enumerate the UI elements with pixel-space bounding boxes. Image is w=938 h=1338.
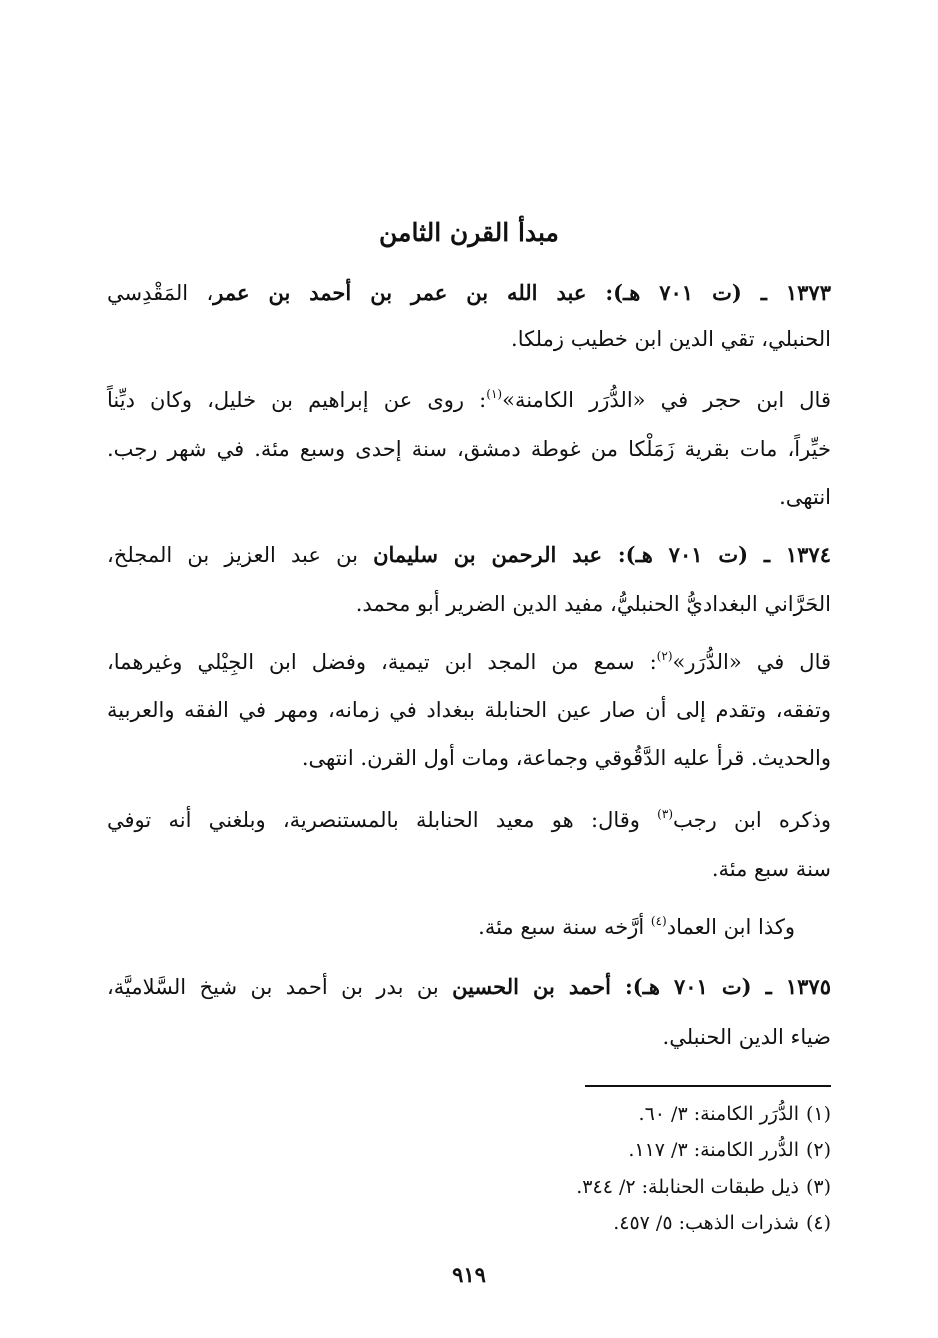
entry-1374-line-1 [107, 539, 831, 571]
entry-1375-number: ١٣٧٥ ـ (ت ٧٠١ هـ): [610, 974, 831, 999]
para-1374b-line-2: سنة سبع مئة. [711, 857, 831, 881]
entry-1373-number: ١٣٧٣ ـ (ت ٧٠١ هـ): [586, 280, 831, 305]
entry-1375-line-1 [107, 971, 831, 1003]
footnote-1-text: الدُّرَر الكامنة: ٣/ ٦٠. [638, 1103, 799, 1125]
para-1374c-line-1 [71, 911, 795, 943]
footnote-1-number: (١) [805, 1103, 831, 1125]
footnote-ref-4: (٤) [650, 914, 667, 928]
footnote-3-text: ذيل طبقات الحنابلة: ٢/ ٣٤٤. [576, 1176, 799, 1198]
entry-1375-name: أحمد بن الحسين [452, 974, 611, 999]
footnote-ref-1: (١) [486, 387, 503, 401]
para-1374a-line-1 [107, 646, 831, 678]
entry-1373-rest: ، المَقْدِسي [107, 281, 214, 305]
entry-1373-line-1 [107, 277, 831, 309]
footnote-divider [585, 1085, 831, 1087]
entry-1374-rest: بن عبد العزيز بن المجلخ، [107, 543, 374, 567]
footnote-2-text: الدُّرر الكامنة: ٣/ ١١٧. [628, 1139, 799, 1161]
para-1373-text-a: قال ابن حجر في «الدُّرَر الكامنة» [502, 388, 831, 412]
footnote-2-number: (٢) [805, 1139, 831, 1161]
entry-1374-line-2: الحَرَّاني البغداديُّ الحنبليُّ، مفيد الدين الضرير أبو محمد. [355, 592, 831, 616]
entry-1373-name: عبد الله بن عمر بن أحمد بن عمر [213, 280, 587, 305]
footnote-4-text: شذرات الذهب: ٥/ ٤٥٧. [613, 1212, 799, 1234]
footnote-3 [107, 1173, 831, 1201]
para-1374a-text-b: : سمع من المجد ابن تيمية، وفضل ابن الجِيْلي وغيرهما، [107, 650, 657, 674]
section-heading: مبدأ القرن الثامن [379, 218, 559, 247]
footnote-2 [107, 1136, 831, 1164]
para-1374a-line-2: وتفقه، وتقدم إلى أن صار عين الحنابلة ببغداد في زمانه، ومهر في الفقه والعربية [107, 698, 831, 722]
footnote-1 [107, 1100, 831, 1128]
footnote-ref-3: (٣) [657, 807, 673, 821]
footnote-ref-2: (٢) [656, 649, 673, 663]
entry-1375-rest: بن بدر بن أحمد بن شيخ السَّلاميَّة، [107, 975, 453, 999]
para-1374a-line-3: والحديث. قرأ عليه الدَّقُوقي وجماعة، ومات أول القرن. انتهى. [301, 746, 831, 770]
para-1374c-text-b: أرَّخه سنة سبع مئة. [478, 915, 651, 939]
para-1373-line-3: انتهى. [779, 485, 831, 509]
footnote-4 [107, 1209, 831, 1237]
para-1374b-text-b: وقال: هو معيد الحنابلة بالمستنصرية، وبلغني أنه توفي [107, 808, 658, 832]
entry-1373-line-2: الحنبلي، تقي الدين ابن خطيب زملكا. [511, 327, 831, 351]
entry-1374-name: عبد الرحمن بن سليمان [373, 542, 603, 567]
para-1374b-text-a: وذكره ابن رجب [673, 808, 832, 832]
page-number: ٩١٩ [452, 1262, 486, 1287]
para-1374b-line-1 [107, 804, 831, 836]
entry-1374-number: ١٣٧٤ ـ (ت ٧٠١ هـ): [602, 542, 831, 567]
para-1374a-text-a: قال في «الدُّرَر» [672, 650, 832, 674]
footnote-3-number: (٣) [805, 1176, 831, 1198]
para-1374c-text-a: وكذا ابن العماد [666, 915, 795, 939]
para-1373-text-b: : روى عن إبراهيم بن خليل، وكان ديِّناً [107, 388, 487, 412]
para-1373-line-2: خيِّراً، مات بقرية زَمَلْكا من غوطة دمشق، سنة إحدى وسبع مئة. في شهر رجب. [107, 437, 831, 461]
footnote-4-number: (٤) [805, 1212, 831, 1234]
entry-1375-line-2: ضياء الدين الحنبلي. [662, 1025, 831, 1049]
para-1373-line-1 [107, 384, 831, 416]
